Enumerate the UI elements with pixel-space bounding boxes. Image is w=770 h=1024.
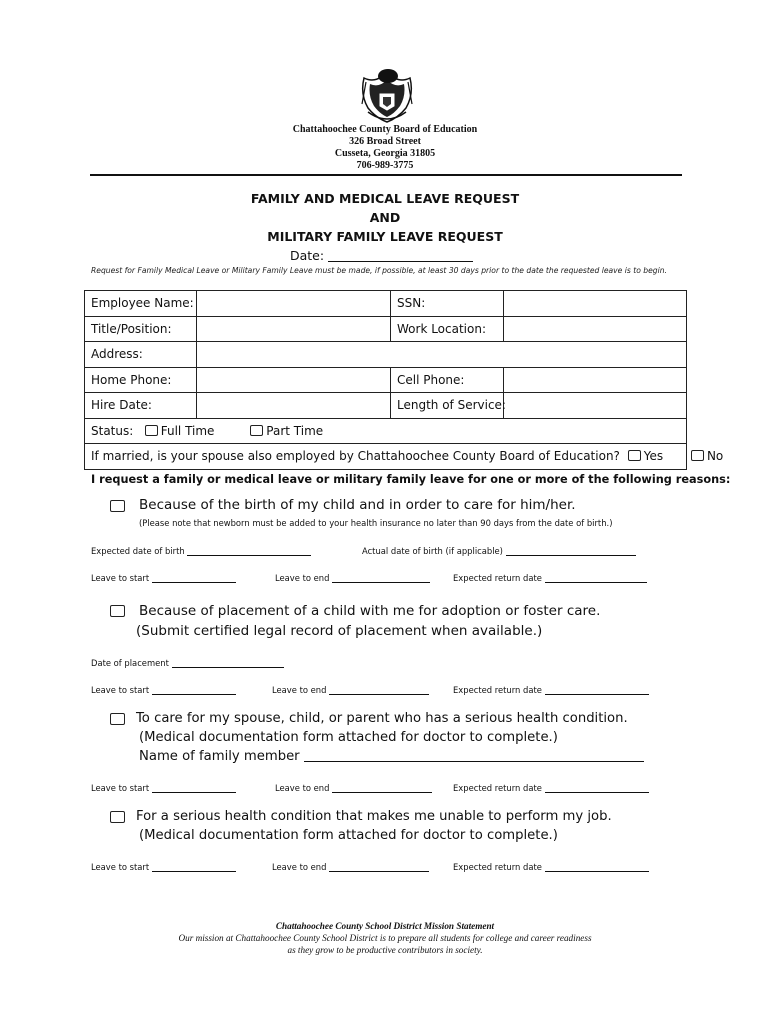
placement-return-label: Expected return date — [453, 685, 542, 695]
placement-reason-sub: (Submit certified legal record of placement when available.) — [136, 623, 543, 639]
family-leave-start-line[interactable] — [152, 781, 236, 793]
family-leave-end-label: Leave to end — [275, 783, 330, 793]
birth-leave-start-line[interactable] — [152, 571, 236, 583]
birth-leave-start-label: Leave to start — [91, 573, 150, 583]
home-phone-input[interactable] — [197, 367, 391, 393]
family-leave-start-field — [91, 781, 236, 793]
date-line[interactable] — [328, 250, 473, 262]
actual-dob-line[interactable] — [506, 544, 636, 556]
placement-leave-end-field — [272, 683, 429, 695]
self-health-checkbox[interactable] — [110, 811, 125, 823]
expected-dob-line[interactable] — [187, 544, 311, 556]
employee-info-table — [84, 290, 724, 470]
placement-date-field — [91, 656, 284, 668]
placement-date-label: Date of placement — [91, 658, 169, 668]
full-time-checkbox[interactable] — [145, 425, 158, 436]
placement-leave-end-label: Leave to end — [272, 685, 327, 695]
employee-name-label: Employee Name: — [85, 291, 197, 317]
length-of-service-label: Length of Service: — [391, 393, 504, 419]
placement-date-line[interactable] — [172, 656, 284, 668]
full-time-label: Full Time — [160, 423, 215, 438]
spouse-row — [85, 444, 724, 470]
placement-checkbox[interactable] — [110, 605, 125, 617]
self-health-reason-label: For a serious health condition that makes me unable to perform my job. — [136, 809, 612, 824]
self-leave-end-field — [272, 860, 429, 872]
placement-leave-start-label: Leave to start — [91, 685, 150, 695]
family-member-field — [139, 749, 644, 764]
org-name: Chattahoochee County Board of Education — [292, 124, 478, 135]
spouse-no-checkbox[interactable] — [691, 450, 704, 461]
status-label: Status: — [91, 423, 134, 438]
birth-reason-label: Because of the birth of my child and in order to care for him/her. — [139, 497, 576, 513]
family-return-field — [453, 781, 649, 793]
actual-dob-label: Actual date of birth (if applicable) — [362, 546, 503, 556]
mission-heading: Chattahoochee County School District Mission Statement — [275, 921, 495, 931]
hire-date-input[interactable] — [197, 393, 391, 419]
request-heading: I request a family or medical leave or military family leave for one or more of the following reasons: — [91, 473, 731, 486]
mission-line2: as they grow to be productive contributors in society. — [287, 945, 483, 955]
family-care-reason-sub: (Medical documentation form attached for doctor to complete.) — [139, 730, 558, 745]
family-return-line[interactable] — [545, 781, 649, 793]
spouse-question: If married, is your spouse also employed by Chattahoochee County Board of Education? — [91, 449, 620, 464]
work-location-input[interactable] — [504, 316, 687, 342]
expected-dob-label: Expected date of birth — [91, 546, 185, 556]
title-position-label: Title/Position: — [85, 316, 197, 342]
org-city: Cusseta, Georgia 31805 — [334, 148, 436, 159]
birth-checkbox[interactable] — [110, 500, 125, 512]
birth-leave-start-field — [91, 571, 236, 583]
header-divider — [90, 174, 682, 176]
family-leave-end-field — [275, 781, 432, 793]
crest-seal-icon — [358, 64, 416, 124]
ssn-input[interactable] — [504, 291, 687, 317]
family-leave-start-label: Leave to start — [91, 783, 150, 793]
mission-line1: Our mission at Chattahoochee County School District is to prepare all students for college and career readiness — [178, 933, 592, 943]
placement-return-line[interactable] — [545, 683, 649, 695]
employee-name-input[interactable] — [197, 291, 391, 317]
family-care-checkbox[interactable] — [110, 713, 125, 725]
family-member-label: Name of family member — [139, 749, 300, 764]
placement-reason-label: Because of placement of a child with me for adoption or foster care. — [139, 603, 601, 619]
self-health-reason-sub: (Medical documentation form attached for doctor to complete.) — [139, 828, 558, 843]
self-return-label: Expected return date — [453, 862, 542, 872]
family-leave-end-line[interactable] — [332, 781, 432, 793]
birth-insurance-note: (Please note that newborn must be added to your health insurance no later than 90 days from the date of birth.) — [139, 518, 613, 528]
part-time-checkbox[interactable] — [250, 425, 263, 436]
spouse-no-label: No — [706, 449, 724, 464]
birth-leave-end-field — [275, 571, 430, 583]
placement-leave-start-field — [91, 683, 236, 695]
self-leave-start-field — [91, 860, 236, 872]
family-return-label: Expected return date — [453, 783, 542, 793]
birth-return-line[interactable] — [545, 571, 647, 583]
form-title-line2: AND — [369, 210, 401, 225]
org-street: 326 Broad Street — [349, 136, 421, 147]
self-return-line[interactable] — [545, 860, 649, 872]
birth-leave-end-line[interactable] — [332, 571, 430, 583]
birth-return-field — [453, 571, 647, 583]
spouse-yes-label: Yes — [643, 449, 664, 464]
org-phone: 706-989-3775 — [356, 160, 414, 171]
self-leave-start-label: Leave to start — [91, 862, 150, 872]
address-label: Address: — [85, 342, 197, 368]
cell-phone-label: Cell Phone: — [391, 367, 504, 393]
actual-dob-field — [362, 544, 636, 556]
advance-notice: Request for Family Medical Leave or Military Family Leave must be made, if possible, at least 30 days prior to the date the requested leave is to begin. — [91, 266, 667, 275]
hire-date-label: Hire Date: — [85, 393, 197, 419]
work-location-label: Work Location: — [391, 316, 504, 342]
home-phone-label: Home Phone: — [85, 367, 197, 393]
status-row — [85, 418, 687, 444]
placement-leave-end-line[interactable] — [329, 683, 429, 695]
cell-phone-input[interactable] — [504, 367, 687, 393]
self-leave-start-line[interactable] — [152, 860, 236, 872]
expected-dob-field — [91, 544, 311, 556]
placement-return-field — [453, 683, 649, 695]
self-return-field — [453, 860, 649, 872]
self-leave-end-line[interactable] — [329, 860, 429, 872]
date-label: Date: — [290, 248, 325, 263]
family-care-reason-label: To care for my spouse, child, or parent who has a serious health condition. — [136, 711, 628, 726]
birth-leave-end-label: Leave to end — [275, 573, 330, 583]
part-time-label: Part Time — [266, 423, 324, 438]
birth-return-label: Expected return date — [453, 573, 542, 583]
title-position-input[interactable] — [197, 316, 391, 342]
ssn-label: SSN: — [391, 291, 504, 317]
address-input[interactable] — [197, 342, 687, 368]
family-member-line[interactable] — [304, 750, 644, 762]
self-leave-end-label: Leave to end — [272, 862, 327, 872]
form-title-line3: MILITARY FAMILY LEAVE REQUEST — [267, 229, 503, 244]
placement-leave-start-line[interactable] — [152, 683, 236, 695]
spouse-yes-checkbox[interactable] — [628, 450, 641, 461]
form-title-line1: FAMILY AND MEDICAL LEAVE REQUEST — [250, 191, 520, 206]
length-of-service-input[interactable] — [504, 393, 687, 419]
date-field[interactable] — [290, 248, 473, 263]
